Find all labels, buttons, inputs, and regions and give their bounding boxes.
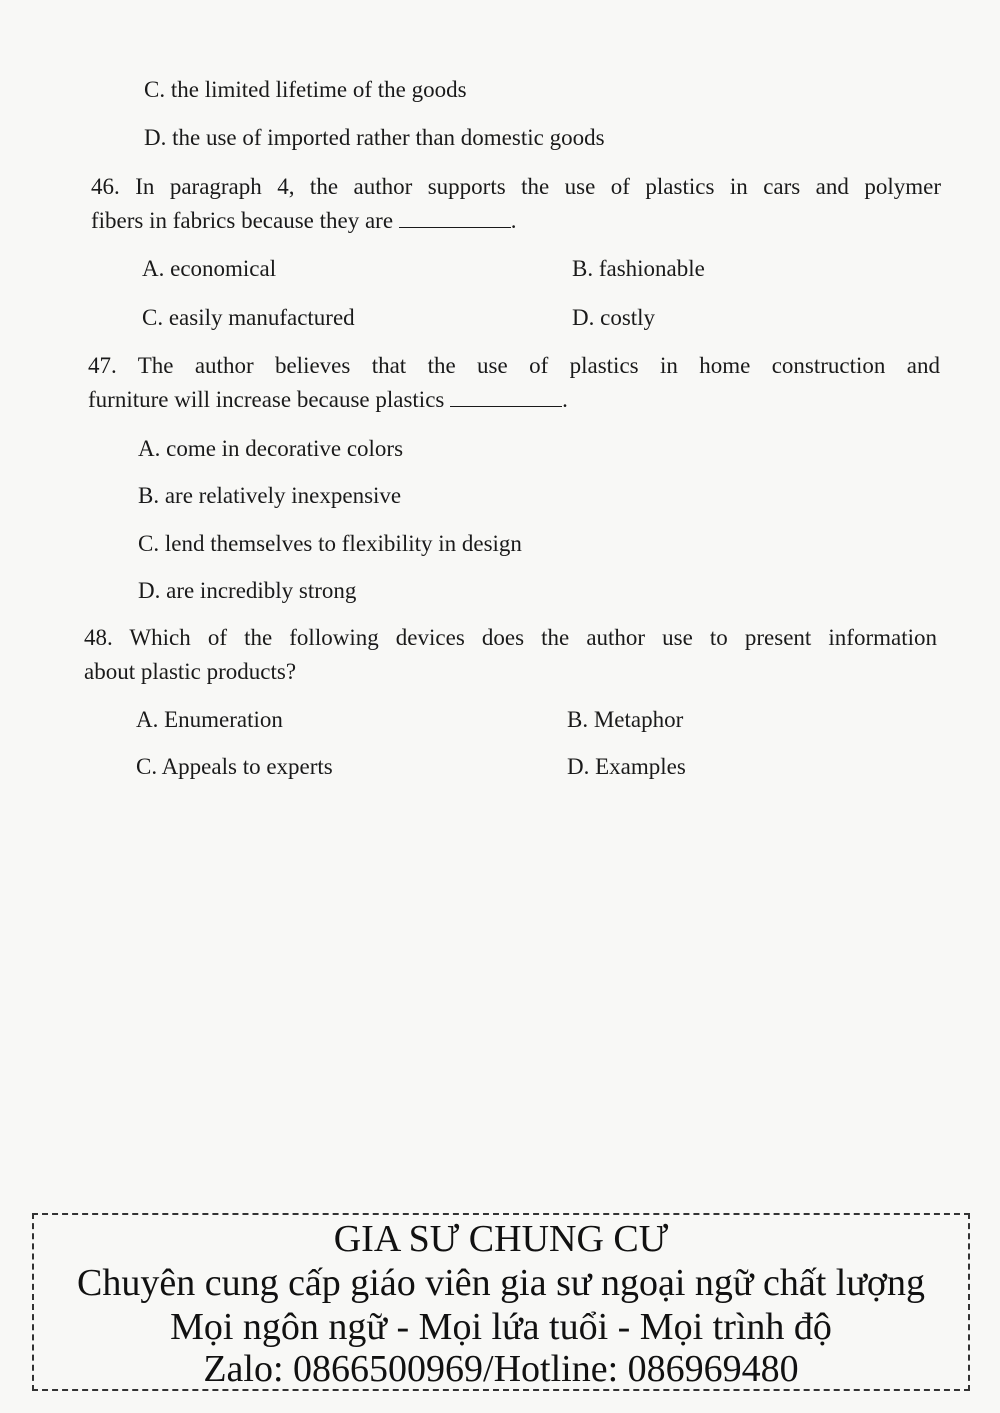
q45-option-c: C. the limited lifetime of the goods — [144, 77, 467, 102]
q47-option-a: A. come in decorative colors — [138, 436, 404, 461]
q46-option-b: B. fashionable — [572, 256, 705, 281]
q48-option-a: A. Enumeration — [136, 707, 283, 732]
ad-title: GIA SƯ CHUNG CƯ — [333, 1218, 669, 1260]
ad-line-scope: Mọi ngôn ngữ - Mọi lứa tuổi - Mọi trình độ — [170, 1306, 832, 1348]
ad-line-services: Chuyên cung cấp giáo viên gia sư ngoại ngữ chất lượng — [76, 1262, 926, 1304]
q47-option-d: D. are incredibly strong — [138, 578, 357, 603]
q46-answer-blank — [399, 209, 511, 228]
q47-option-b: B. are relatively inexpensive — [138, 483, 402, 508]
advertisement-box — [32, 1213, 970, 1391]
q46-stem-text: fibers in fabrics because they are — [91, 208, 394, 233]
q46-stem-line-2 — [91, 207, 517, 235]
q47-stem-period: . — [562, 387, 568, 412]
q47-answer-blank — [450, 388, 562, 407]
q46-stem-line-1: 46. In paragraph 4, the author supports the use of plastics in cars and polymer — [91, 174, 941, 199]
q46-option-c: C. easily manufactured — [142, 305, 355, 330]
q47-stem-line-1: 47. The author believes that the use of plastics in home construction and — [88, 353, 940, 378]
q47-stem-text: furniture will increase because plastics — [88, 387, 445, 412]
ad-line-contact: Zalo: 0866500969/Hotline: 086969480 — [203, 1348, 799, 1390]
q45-option-d: D. the use of imported rather than domestic goods — [144, 125, 605, 150]
q46-option-d: D. costly — [572, 305, 656, 330]
q48-option-b: B. Metaphor — [567, 707, 684, 732]
q48-stem-line-1: 48. Which of the following devices does the author use to present information — [84, 625, 937, 650]
q48-option-c: C. Appeals to experts — [136, 754, 333, 779]
q48-stem-line-2: about plastic products? — [84, 659, 297, 684]
q46-stem-period: . — [510, 208, 517, 233]
q47-stem-line-2 — [88, 386, 568, 414]
q48-option-d: D. Examples — [567, 754, 686, 779]
q47-option-c: C. lend themselves to flexibility in design — [138, 531, 522, 556]
q46-option-a: A. economical — [142, 256, 277, 281]
